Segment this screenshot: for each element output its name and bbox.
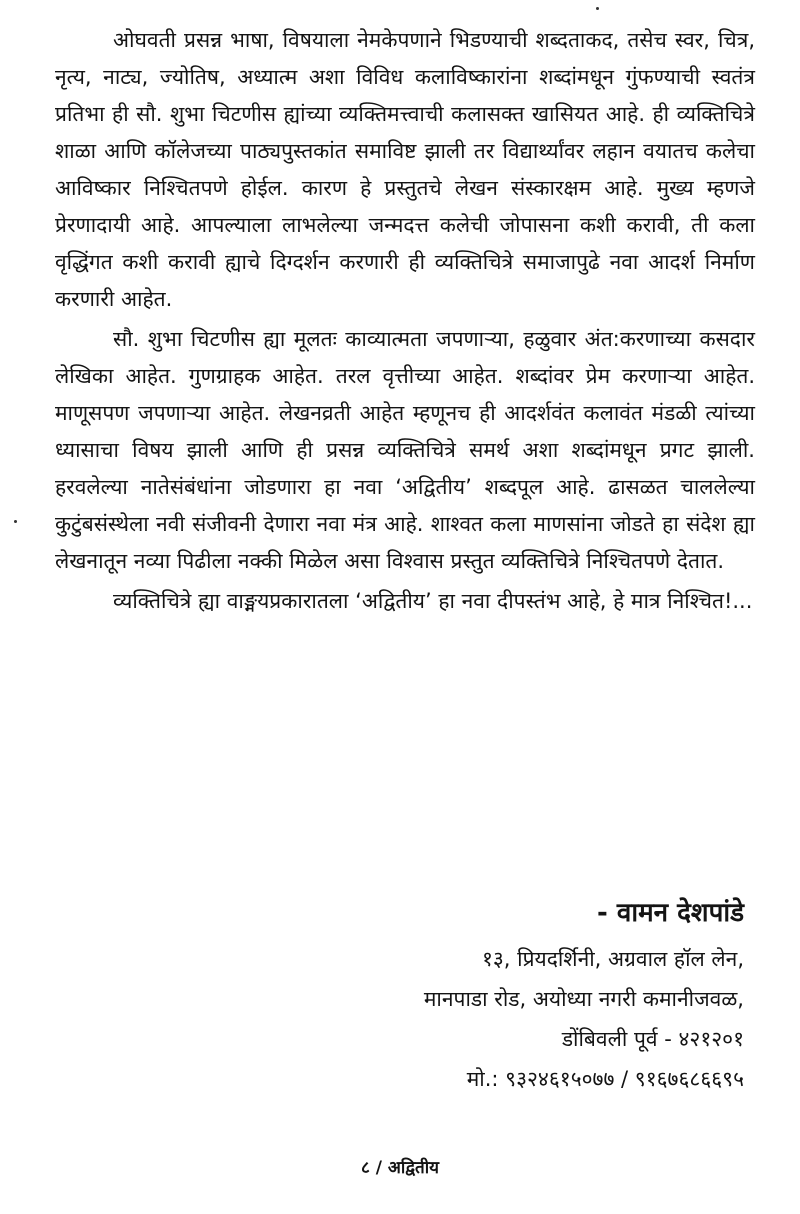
scan-speck (14, 520, 17, 523)
paragraph-1: ओघवती प्रसन्न भाषा, विषयाला नेमकेपणाने भिडण्याची शब्दताकद, तसेच स्वर, चित्र, नृत्य, नाट्य, ज्योतिष, अध्यात्म अशा विविध कलाविष्कारांना शब्दांमधून गुंफण्याची स्वतंत्र प्रतिभा ही सौ. शुभा चिटणीस ह्यांच्या व्यक्तिमत्त्वाची कलासक्त खासियत आहे. ही व्यक्तिचित्रे शाळा आणि कॉलेजच्या पाठ्यपुस्तकांत समाविष्ट झाली तर विद्यार्थ्यांवर लहान वयातच कलेचा आविष्कार निश्चितपणे होईल. कारण हे प्रस्तुतचे लेखन संस्कारक्षम आहे. मुख्य म्हणजे प्रेरणादायी आहे. आपल्याला लाभलेल्या जन्मदत्त कलेची जोपासना कशी करावी, ती कला वृद्धिंगत कशी करावी ह्याचे दिग्दर्शन करणारी ही व्यक्तिचित्रे समाजापुढे नवा आदर्श निर्माण करणारी आहेत. (55, 28, 755, 311)
phone-line: मो.: ९३२४६१५०७७ / ९१६७६८६६९५ (466, 1067, 744, 1091)
scan-speck (596, 7, 599, 10)
author-name: - वामन देशपांडे (597, 898, 744, 928)
body-text (55, 22, 755, 623)
paragraph-2: सौ. शुभा चिटणीस ह्या मूलतः काव्यात्मता जपणाऱ्या, हळुवार अंत:करणाच्या कसदार लेखिका आहेत. गुणग्राहक आहेत. तरल वृत्तीच्या आहेत. शब्दांवर प्रेम करणाऱ्या आहेत. माणूसपण जपणाऱ्या आहेत. लेखनव्रती आहेत म्हणूनच ही आदर्शवंत कलावंत मंडळी त्यांच्या ध्यासाचा विषय झाली आणि ही प्रसन्न व्यक्तिचित्रे समर्थ अशा शब्दांमधून प्रगट झाली. हरवलेल्या नातेसंबंधांना जोडणारा हा नवा ‘अद्वितीय’ शब्दपूल आहे. ढासळत चाललेल्या कुटुंबसंस्थेला नवी संजीवनी देणारा नवा मंत्र आहे. शाश्वत कला माणसांना जोडते हा संदेश ह्या लेखनातून नव्या पिढीला नक्की मिळेल असा विश्वास प्रस्तुत व्यक्तिचित्रे निश्चितपणे देतात. (55, 327, 755, 573)
signature-block (424, 893, 744, 1101)
page-footer: ८ / अद्वितीय (360, 1158, 439, 1178)
address-line-2: मानपाडा रोड, अयोध्या नगरी कमानीजवळ, (423, 987, 744, 1011)
address-line-3: डोंबिवली पूर्व - ४२१२०१ (561, 1027, 744, 1051)
address-line-1: १३, प्रियदर्शिनी, अग्रवाल हॉल लेन, (481, 947, 744, 971)
paragraph-3: व्यक्तिचित्रे ह्या वाङ्मयप्रकारातला ‘अद्वितीय’ हा नवा दीपस्तंभ आहे, हे मात्र निश्चित!... (113, 589, 753, 613)
